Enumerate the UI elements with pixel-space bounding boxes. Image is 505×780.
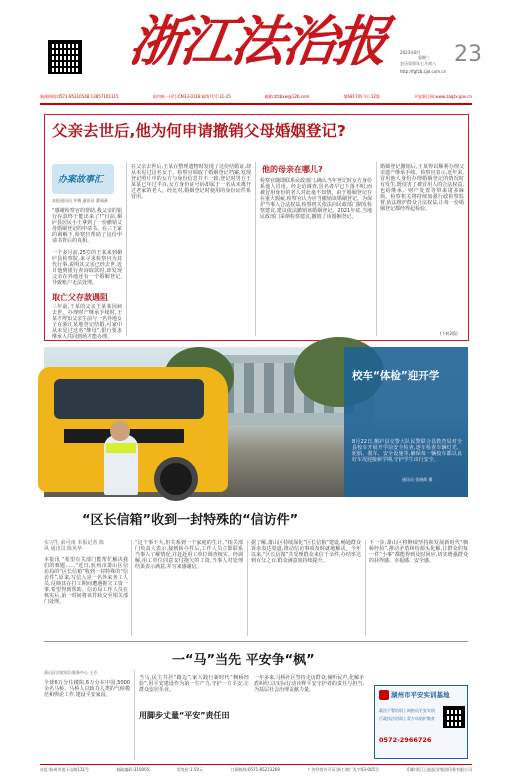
second-column-2: “这个事不大,但关系到一个家庭的生计。”相关部门负责人表示,接到转办件后,工作人员立即联系当事人了解情况,并赶赴用工单位调查核实。经调解,用工单位同意支付拖欠的工资,当事人对处理结果表示满意,并写来感谢信。 <box>135 540 243 570</box>
third-column-1: 全球6万分住楼陷,6万分在中国,5000余名马桥、马桥人以致力人类的气候模范和舆论工作,建设平安家园。 <box>44 680 130 698</box>
masthead-weekday: 星期三 <box>418 55 430 60</box>
info-email: 邮箱:zfzbxw@126.com <box>264 94 310 99</box>
second-divider-2 <box>247 540 248 636</box>
second-divider-3 <box>365 540 366 636</box>
lead-continued: (下转2版) <box>440 331 458 336</box>
photo-credit: 通讯员 张晓辉 摄 <box>402 477 433 482</box>
lead-divider-1 <box>126 162 127 336</box>
second-column-3: 据了解,萧山区持续深化“区长信箱”建设,畅通群众诉求表达渠道,推动信访事项及时就地解决。今年以来,“区长信箱”共受理群众来信千余件,办结率达到百分之百,群众满意度持续提升。 <box>251 540 361 564</box>
masthead-divider <box>40 103 472 105</box>
third-byline: 萧山区法院诉讼服务中心 王芳 <box>44 670 98 675</box>
column-tag-label: 办案故事汇 <box>58 175 104 185</box>
lead-subhead-2: 他的母亲在哪儿? <box>262 165 323 174</box>
lead-headline: 父亲去世后,他为何申请撤销父母婚姻登记? <box>52 122 346 140</box>
school-bus-photo <box>44 347 468 497</box>
footer-bar <box>40 767 472 774</box>
second-column-1: 本报讯 “希望有关部门能帮忙解决我们的难题……”近日,杭州市萧山区信访局的“区长信箱”收到一封特殊的“信访件”,原来,写信人是一名外来务工人员,反映其在打工期间遭遇拖欠工资一事,希望得到帮助。信访局工作人员在核实后,第一时间将该件转交至相关部门处理。 <box>44 557 128 605</box>
third-column-2: 当马,民主共居“路边”,家人践行新时代“枫桥经验”,用平安建设作为第一生产力,守护一方平安,让群众安居乐业。 <box>139 675 249 693</box>
ad-logo-icon <box>379 690 389 700</box>
lead-column-3: 检察官随即联系民政部门,确认当年登记时女方身份系他人冒用。经走访调查,冒名者早已下落不明,而被冒用身份的老人对此毫不知情。由于婚姻登记存在重大瑕疵,检察官认为应当撤销该婚姻登记。为保护当事人合法权益,检察机关依法向民政部门制发检察建议,建议依法撤销该婚姻登记。2021年底,当地民政部门采纳检察建议,撤销了该婚姻登记。 <box>260 178 372 220</box>
info-bar <box>40 94 472 101</box>
photo-caption-box <box>344 347 468 497</box>
ad-qr-code[interactable] <box>443 706 465 728</box>
second-column-4: 下一步,萧山区将继续坚持和发展新时代“枫桥经验”,推动矛盾纠纷源头化解,让群众的每一件“小事”都能得到及时回应,切实增强群众的获得感、幸福感、安全感。 <box>369 540 468 564</box>
ad-line-1: 政法干警培训 | 网格员平安实训 <box>379 708 435 713</box>
lead-divider-3 <box>376 162 377 336</box>
masthead-lunar: 农历癸卯年七月初八 <box>400 61 436 66</box>
info-hotline: 新闻热线:0571-85310548 13857101115 <box>40 94 119 99</box>
masthead-qr-code[interactable] <box>48 40 82 74</box>
footer-ad-license: 广告经营许可证:浙工商广发字03-005号 <box>307 767 380 772</box>
masthead-date: 2023年8月 <box>400 50 421 55</box>
footer-divider <box>40 764 472 765</box>
lead-divider-2 <box>255 162 256 336</box>
lead-column-2: 在父亲去世后,王某在整理遗物时发现了这份结婚证,却从未见过这名女子。检察官调取了婚姻登记档案,发现登记照片中的女方与身份信息并不一致,登记时男方王某某已年过半百,女方身份证号码却属于一名从未离开过老家的老人。经比对,婚姻登记时使用的身份证件系冒用。 <box>131 164 251 200</box>
third-sub-headline: 用脚步丈量“平安”责任田 <box>139 711 230 720</box>
masthead-title: 浙江法治报 <box>125 9 390 73</box>
third-column-3: 一年多来,马桥社区坚持走访群众,倾听民声,化解矛盾纠纷,以实际行动诠释平安守护者的责任与担当,为基层社会治理贡献力量。 <box>254 675 364 693</box>
second-divider-1 <box>131 540 132 636</box>
info-site: 平安浙江网:www.zaqzx.gov.cn <box>414 94 472 99</box>
ad-phone: 0572-2966726 <box>379 736 432 744</box>
third-divider-1 <box>134 670 135 760</box>
masthead-website[interactable]: http://fgfzb.zjol.com.cn <box>400 69 447 74</box>
lead-body-1: 一个多月前,25岁的王某来到桐庐县检察院,来寻求检察官为其代行事,说明其父亲已经去世,近日他到银行查询取款时,却发现父亲在外地还有一个婚姻登记,导致账户无法处理。 <box>52 250 122 286</box>
lead-column-4: 婚姻登记撤销后,王某得以顺利办理父亲遗产继承手续。检察官表示,近年来,冒用他人身份办理婚姻登记的情况时有发生,既侵害了被冒用人的合法权益,也给继承、财产处置等带来诸多麻烦。检察机关将持续加强行政检察监督,依法维护群众合法权益,让每一份婚姻登记都经得起检验。 <box>380 164 464 212</box>
footer-subscribe: 订阅热线:0571-85213269 <box>230 767 280 772</box>
lead-byline: 本报通讯员 许梅 通讯员 董丽燕 <box>52 198 108 203</box>
second-byline: 实习生 俞可南 本报记者 陈风 通讯员 陈英华 <box>44 540 104 552</box>
ad-title: 湖州市平安实训基地 <box>391 691 450 699</box>
photo-caption-title: 校车“体检”迎开学 <box>352 370 440 382</box>
section-divider <box>44 641 468 642</box>
column-tag <box>52 164 114 194</box>
third-headline: 一“马”当先 平安争“枫” <box>172 653 315 668</box>
page-number: 23 <box>454 42 482 67</box>
lead-intro: “感谢检察官的帮助,我父亲的银行存款终于能出来了!”日前,桐庐县居民小王拿到了一份撤销父母婚姻登记的申请书。在三王家的调解下,检察官帮助了这份申请书背后的真相。 <box>52 208 123 244</box>
info-issn: 国内统一刊号:CN33-0118 邮发代号:31-25 <box>152 94 231 99</box>
footer-printer: 印刷:浙江日报报业集团印务有限公司 <box>406 767 472 772</box>
footer-address: 社址:杭州市莫干山路111号 <box>40 767 89 772</box>
footer-price: 零售价:1.50元 <box>176 767 204 772</box>
lead-subhead-1: 取亡父存款遇阻 <box>52 293 108 302</box>
ad-line-2: 行政执法培训 | 青少年防护教育 <box>379 716 435 721</box>
lead-body-2: 三年前,王某的父亲王某某因病去世。办理财产继承手续时,王某才得知父亲生前与一名外地女子在浙江某地登记结婚,可家中从未见过这名“继母”,银行要求继承人共同到场才能办理。 <box>52 304 123 340</box>
footer-postcode: 邮政编码:310005 <box>116 767 150 772</box>
photo-caption-text: 8月22日,桐庐县交警大队民警联合县教育局对全县校车开展开学前安全检查,逐车检查车辆灯光、轮胎、刹车、安全设施等,确保每一辆校车都以良好车况迎接新学期,守护学生出行安全。 <box>352 439 462 463</box>
info-issue: 第6817期 今日12版 <box>343 94 380 99</box>
second-headline: “区长信箱”收到一封特殊的“信访件” <box>82 513 299 528</box>
ad-box[interactable] <box>374 685 468 759</box>
